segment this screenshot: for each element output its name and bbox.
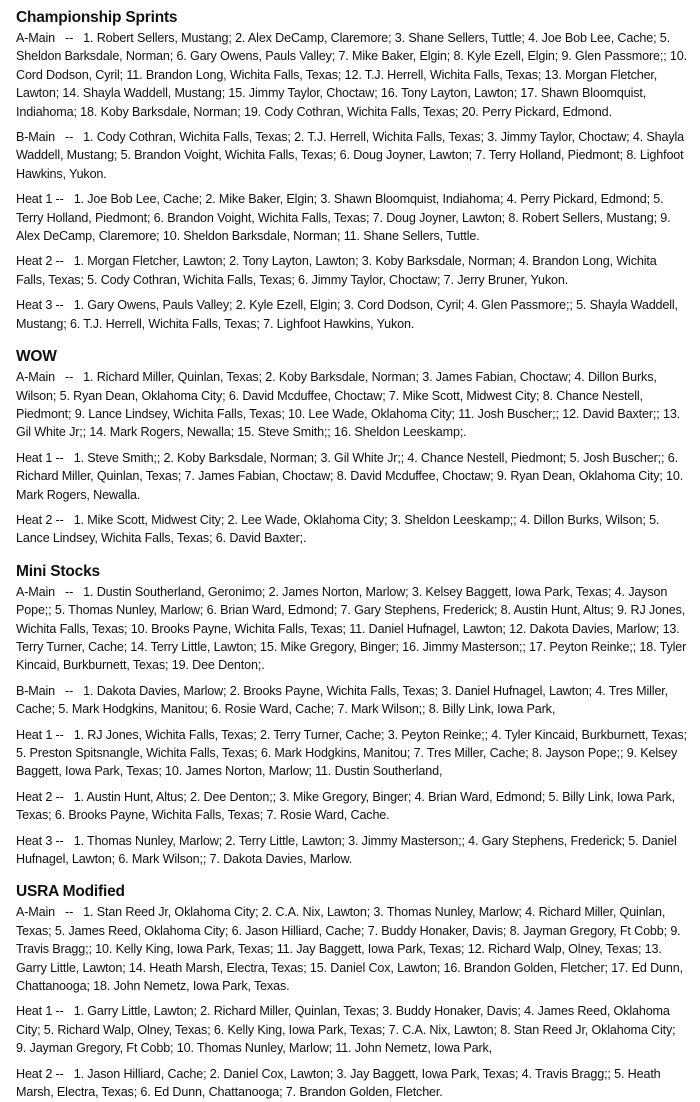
race-heat-3 — [16, 296, 688, 333]
race-results: 1. Robert Sellers, Mustang; 2. Alex DeCamp, Claremore; 3. Shane Sellers, Tuttle; 4. Joe Bob Lee, Cache; 5. Sheldon Barksdale, Norman; 6. Gary Owens, Pauls Valley; 7. Mike Baker, Elgin; 8. Kyle Ezell, Elgin; 9. Glen Passmore;; 10. Cord Dodson, Cyril; 11. Brandon Long, Wichita Falls, Texas; 12. T.J. Herrell, Wichita Falls, Texas; 13. Morgan Fletcher, Lawton; 14. Shayla Waddell, Mustang; 15. Jimmy Taylor, Choctaw; 16. Tony Layton, Lawton; 17. Shawn Bloomquist, Indiahoma; 18. Koby Barksdale, Norman; 19. Cody Cothran, Wichita Falls, Texas; 20. Perry Pickard, Edmond. — [16, 31, 687, 119]
race-label: A-Main -- — [16, 584, 84, 599]
section-wow — [16, 347, 688, 548]
race-results: 1. Garry Little, Lawton; 2. Richard Miller, Quinlan, Texas; 3. Buddy Honaker, Davis; 4. James Reed, Oklahoma City; 5. Richard Walp, Olney, Texas; 6. Kelly King, Iowa Park, Texas; 7. C.A. Nix, Lawton; 8. Stan Reed Jr, Oklahoma City; 9. Jayman Gregory, Ft Cobb; 10. Thomas Nunley, Marlow; 11. John Nemetz, Iowa Park, — [16, 1004, 676, 1056]
race-a-main — [16, 903, 688, 995]
race-label: Heat 2 -- — [16, 789, 74, 804]
race-b-main — [16, 128, 688, 183]
race-results: 1. RJ Jones, Wichita Falls, Texas; 2. Terry Turner, Cache; 3. Peyton Reinke;; 4. Tyler Kincaid, Burkburnett, Texas; 5. Preston Spitsnangle, Wichita Falls, Texas; 6. Mark Hodgkins, Manitou; 7. Tres Miller, Cache; 8. Jayson Pope;; 9. Kelsey Baggett, Iowa Park, Texas; 10. James Norton, Marlow; 11. Dustin Southerland, — [16, 727, 687, 779]
race-results: 1. Steve Smith;; 2. Koby Barksdale, Norman; 3. Gil White Jr;; 4. Chance Nestell, Piedmont; 5. Josh Buscher;; 6. Richard Miller, Quinlan, Texas; 7. James Fabian, Choctaw; 8. David Mcduffee, Choctaw; 9. Ryan Dean, Oklahoma City; 10. Mark Rogers, Newalla. — [16, 450, 684, 502]
race-heat-2 — [16, 252, 688, 289]
race-label: Heat 2 -- — [16, 254, 74, 269]
section-title: USRA Modified — [16, 883, 125, 901]
race-a-main — [16, 368, 688, 442]
race-label: A-Main -- — [16, 370, 84, 385]
race-heat-1 — [16, 449, 688, 504]
race-results: 1. Mike Scott, Midwest City; 2. Lee Wade, Oklahoma City; 3. Sheldon Leeskamp;; 4. Dillon Burks, Wilson; 5. Lance Lindsey, Wichita Falls, Texas; 6. David Baxter;. — [16, 512, 660, 546]
race-results: 1. Austin Hunt, Altus; 2. Dee Denton;; 3. Mike Gregory, Binger; 4. Brian Ward, Edmond; 5. Billy Link, Iowa Park, Texas; 6. Brooks Payne, Wichita Falls, Texas; 7. Rosie Ward, Cache. — [16, 789, 675, 823]
race-heat-3 — [16, 832, 688, 869]
section-title: Championship Sprints — [16, 9, 178, 26]
race-a-main — [16, 583, 688, 675]
race-label: Heat 1 -- — [16, 1004, 74, 1019]
section-championship-sprints — [16, 8, 688, 333]
race-results: 1. Thomas Nunley, Marlow; 2. Terry Little, Lawton; 3. Jimmy Masterson;; 4. Gary Stephens, Frederick; 5. Daniel Hufnagel, Lawton; 6. Mark Wilson;; 7. Dakota Davies, Marlow. — [16, 833, 677, 867]
race-results: 1. Stan Reed Jr, Oklahoma City; 2. C.A. Nix, Lawton; 3. Thomas Nunley, Marlow; 4. Richard Miller, Quinlan, Texas; 5. James Reed, Oklahoma City; 6. Jason Hilliard, Cache; 7. Buddy Honaker, Davis; 8. Jayman Gregory, Ft Cobb; 9. Travis Bragg;; 10. Kelly King, Iowa Park, Texas; 11. Jay Baggett, Iowa Park, Texas; 12. Richard Walp, Olney, Texas; 13. Garry Little, Lawton; 14. Heath Marsh, Electra, Texas; 15. Daniel Cox, Lawton; 16. Brandon Golden, Fletcher; 17. Ed Dunn, Chattanooga; 18. John Nemetz, Iowa Park, Texas. — [16, 905, 683, 994]
section-title: Mini Stocks — [16, 562, 100, 580]
race-results: 1. Joe Bob Lee, Cache; 2. Mike Baker, Elgin; 3. Shawn Bloomquist, Indiahoma; 4. Perry Pickard, Edmond; 5. Terry Holland, Piedmont; 6. Brandon Voight, Wichita Falls, Texas; 7. Doug Joyner, Lawton; 8. Robert Sellers, Mustang; 9. Alex DeCamp, Claremore; 10. Sheldon Barksdale, Norman; 11. Shane Sellers, Tuttle. — [16, 192, 671, 244]
race-heat-2 — [16, 511, 688, 548]
race-results: 1. Gary Owens, Pauls Valley; 2. Kyle Ezell, Elgin; 3. Cord Dodson, Cyril; 4. Glen Passmore;; 5. Shayla Waddell, Mustang; 6. T.J. Herrell, Wichita Falls, Texas; 7. Lighfoot Hawkins, Yukon. — [16, 298, 678, 331]
section-title: WOW — [16, 348, 57, 366]
race-results: 1. Cody Cothran, Wichita Falls, Texas; 2. T.J. Herrell, Wichita Falls, Texas; 3. Jimmy Taylor, Choctaw; 4. Shayla Waddell, Mustang; 5. Brandon Voight, Wichita Falls, Texas; 6. Doug Joyner, Lawton; 7. Terry Holland, Piedmont; 8. Lighfoot Hawkins, Yukon. — [16, 130, 685, 181]
race-results: 1. Dakota Davies, Marlow; 2. Brooks Payne, Wichita Falls, Texas; 3. Daniel Hufnagel, Lawton; 4. Tres Miller, Cache; 5. Mark Hodgkins, Manitou; 6. Rosie Ward, Cache; 7. Mark Wilson;; 8. Billy Link, Iowa Park, — [16, 683, 668, 717]
race-label: B-Main -- — [16, 683, 84, 698]
race-label: Heat 1 -- — [16, 450, 74, 465]
race-heat-2 — [16, 788, 688, 825]
race-results: 1. Richard Miller, Quinlan, Texas; 2. Koby Barksdale, Norman; 3. James Fabian, Choctaw; 4. Dillon Burks, Wilson; 5. Ryan Dean, Oklahoma City; 6. David Mcduffee, Choctaw; 7. Mike Scott, Midwest City; 8. Chance Nestell, Piedmont; 9. Lance Lindsey, Wichita Falls, Texas; 10. Lee Wade, Oklahoma City; 11. Josh Buscher;; 12. David Baxter;; 13. Gil White Jr;; 14. Mark Rogers, Newalla; 15. Steve Smith;; 16. Sheldon Leeskamp;. — [16, 370, 681, 440]
race-label: A-Main -- — [16, 31, 84, 45]
race-label: Heat 1 -- — [16, 192, 74, 207]
race-results: 1. Dustin Southerland, Geronimo; 2. James Norton, Marlow; 3. Kelsey Baggett, Iowa Park, Texas; 4. Jayson Pope;; 5. Thomas Nunley, Marlow; 6. Brian Ward, Edmond; 7. Gary Stephens, Frederick; 8. Austin Hunt, Altus; 9. RJ Jones, Wichita Falls, Texas; 10. Brooks Payne, Wichita Falls, Texas; 11. Daniel Hufnagel, Lawton; 12. Dakota Davies, Marlow; 13. Terry Turner, Cache; 14. Terry Little, Lawton; 15. Mike Gregory, Binger; 16. Jimmy Masterson;; 17. Peyton Reinke;; 18. Tyler Kincaid, Burkburnett, Texas; 19. Dee Denton;. — [16, 584, 687, 673]
race-heat-1 — [16, 726, 688, 781]
race-heat-1 — [16, 1002, 688, 1057]
race-heat-2 — [16, 1065, 688, 1102]
race-label: B-Main -- — [16, 130, 84, 145]
section-usra-modified — [16, 882, 688, 1101]
race-label: Heat 2 -- — [16, 512, 74, 527]
section-mini-stocks — [16, 562, 688, 869]
race-b-main — [16, 682, 688, 719]
race-label: A-Main -- — [16, 905, 84, 920]
race-results: 1. Morgan Fletcher, Lawton; 2. Tony Layton, Lawton; 3. Koby Barksdale, Norman; 4. Brandon Long, Wichita Falls, Texas; 5. Cody Cothran, Wichita Falls, Texas; 6. Jimmy Taylor, Choctaw; 7. Jerry Bruner, Yukon. — [16, 254, 657, 287]
race-label: Heat 3 -- — [16, 298, 74, 313]
race-results: 1. Jason Hilliard, Cache; 2. Daniel Cox, Lawton; 3. Jay Baggett, Iowa Park, Texas; 4. Travis Bragg;; 5. Heath Marsh, Electra, Texas; 6. Ed Dunn, Chattanooga; 7. Brandon Golden, Fletcher. — [16, 1066, 661, 1100]
race-label: Heat 2 -- — [16, 1066, 74, 1081]
race-a-main — [16, 29, 688, 121]
race-label: Heat 1 -- — [16, 727, 74, 742]
race-heat-1 — [16, 190, 688, 245]
race-label: Heat 3 -- — [16, 833, 74, 848]
